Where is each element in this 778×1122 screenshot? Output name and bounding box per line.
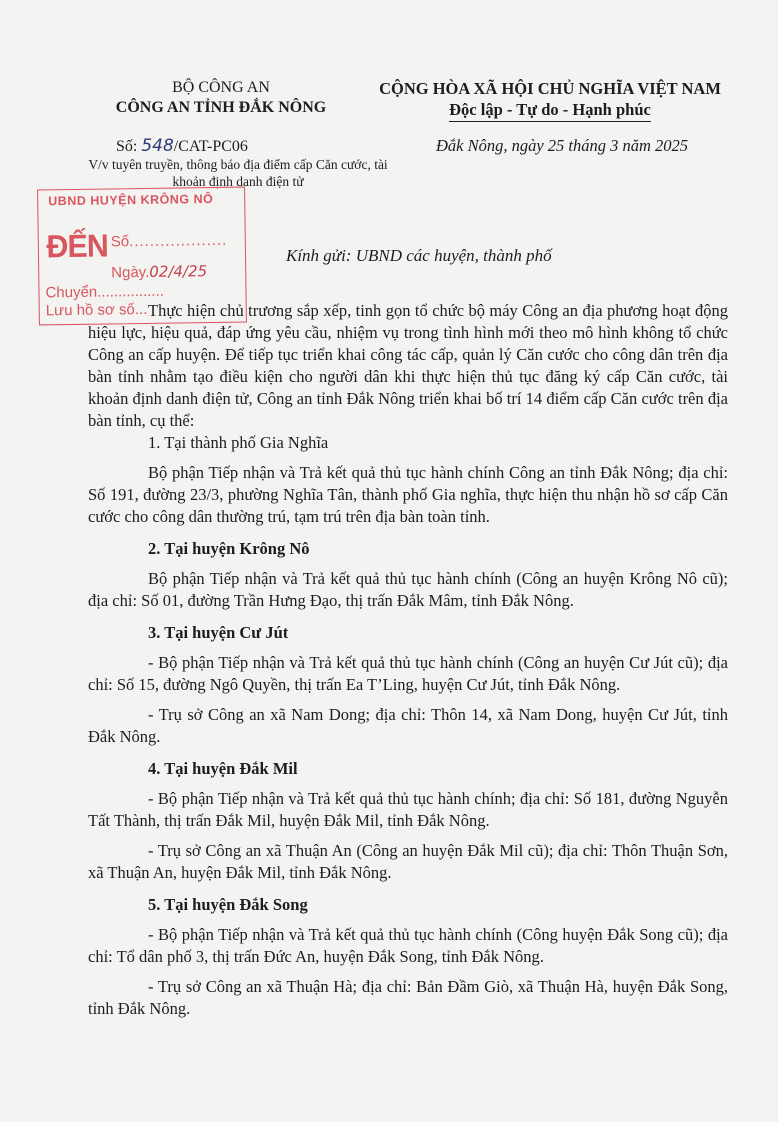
doc-number-suffix: /CAT-PC06: [173, 138, 248, 155]
national-header: [360, 78, 740, 122]
doc-number-handwritten: 548: [141, 136, 174, 156]
stamp-so-dots: ...................: [129, 231, 228, 251]
nation-title: CỘNG HÒA XÃ HỘI CHỦ NGHĨA VIỆT NAM: [379, 79, 721, 98]
section-3-paragraph-2: - Trụ sở Công an xã Nam Dong; địa chỉ: Thôn 14, xã Nam Dong, huyện Cư Jút, tỉnh Đắk Nông.: [88, 705, 728, 746]
section-4-paragraph-2: - Trụ sở Công an xã Thuận An (Công an huyện Đắk Mil cũ); địa chỉ: Thôn Thuận Sơn, xã Thuận An, huyện Đắk Mil, tỉnh Đắk Nông.: [88, 841, 728, 882]
stamp-chuyen-line: Chuyển................: [45, 282, 165, 302]
stamp-ngay-value: 02/4/25: [149, 262, 208, 281]
issuer-parent: BỘ CÔNG AN: [172, 79, 270, 96]
section-5-paragraph-1: - Bộ phận Tiếp nhận và Trả kết quả thủ tục hành chính (Công huyện Đắk Song cũ); địa chỉ: Tổ dân phố 3, thị trấn Đức An, huyện Đắk Song, tỉnh Đắk Nông.: [88, 925, 728, 966]
section-3-paragraph-1: - Bộ phận Tiếp nhận và Trả kết quả thủ tục hành chính (Công an huyện Cư Jút cũ); địa chỉ: Số 15, đường Ngô Quyền, thị trấn Ea T’Ling, huyện Cư Jút, tỉnh Đắk Nông.: [88, 653, 728, 694]
section-5-paragraph-2: - Trụ sở Công an xã Thuận Hà; địa chỉ: Bản Đầm Giò, xã Thuận Hà, huyện Đắk Song, tỉnh Đắk Nông.: [88, 977, 728, 1018]
section-4-paragraph-1: - Bộ phận Tiếp nhận và Trả kết quả thủ tục hành chính; địa chỉ: Số 181, đường Nguyễn Tất Thành, thị trấn Đắk Mil, huyện Đắk Mil, tỉnh Đắk Nông.: [88, 789, 728, 830]
issuer-name: CÔNG AN TỈNH ĐẮK NÔNG: [115, 99, 327, 116]
stamp-den: ĐẾN: [46, 227, 109, 265]
document-number: [116, 136, 248, 156]
section-5-title: 5. Tại huyện Đắk Song: [148, 895, 308, 914]
section-1-title: 1. Tại thành phố Gia Nghĩa: [148, 433, 329, 452]
intro-paragraph: Thực hiện chủ trương sắp xếp, tinh gọn tổ chức bộ máy Công an địa phương hoạt động hiệu lực, hiệu quả, đáp ứng yêu cầu, nhiệm vụ trong tình hình mới theo mô hình không tổ chức Công an cấp huyện. Để tiếp tục triển khai công tác cấp, quản lý Căn cước cho công dân trên địa bàn tỉnh nhằm tạo điều kiện cho người dân khi thực hiện thủ tục đăng ký cấp Căn cước, tài khoản định danh điện tử, Công an tỉnh Đắk Nông triển khai bố trí 14 điểm cấp Căn cước trên địa bàn tỉnh, cụ thể:: [88, 301, 728, 430]
section-2-paragraph: Bộ phận Tiếp nhận và Trả kết quả thủ tục hành chính (Công an huyện Krông Nô cũ); địa chỉ: Số 01, đường Trần Hưng Đạo, thị trấn Đắk Mâm, tỉnh Đắk Nông.: [88, 569, 728, 610]
document-date: Đắk Nông, ngày 25 tháng 3 năm 2025: [435, 136, 689, 155]
issuer-block: [90, 78, 352, 118]
recipient-line: Kính gửi: UBND các huyện, thành phố: [286, 246, 552, 265]
document-body: [88, 300, 728, 1020]
stamp-ngay-label: Ngày.: [111, 263, 150, 282]
section-3-title: 3. Tại huyện Cư Jút: [148, 623, 289, 642]
national-motto: Độc lập - Tự do - Hạnh phúc: [449, 99, 651, 122]
document-subject: V/v tuyên truyền, thông báo địa điểm cấp Căn cước, tài khoản định danh điện tử: [88, 157, 388, 189]
section-1-paragraph: Bộ phận Tiếp nhận và Trả kết quả thủ tục hành chính Công an tỉnh Đắk Nông; địa chỉ: Số 191, đường 23/3, phường Nghĩa Tân, thành phố Gia nghĩa, thực hiện thu nhận hồ sơ cấp Căn cước cho công dân thường trú, tạm trú trên địa bàn toàn tỉnh.: [88, 463, 728, 526]
stamp-so-line: [111, 232, 228, 251]
stamp-luu-line: Lưu hồ sơ số...: [45, 300, 148, 320]
doc-number-prefix: Số:: [116, 138, 142, 155]
stamp-title: UBND HUYỆN KRÔNG NÔ: [48, 191, 214, 209]
stamp-ngay-line: [111, 262, 207, 281]
section-4-title: 4. Tại huyện Đắk Mil: [148, 759, 298, 778]
section-2-title: 2. Tại huyện Krông Nô: [148, 539, 310, 558]
stamp-so-label: Số: [110, 233, 130, 251]
